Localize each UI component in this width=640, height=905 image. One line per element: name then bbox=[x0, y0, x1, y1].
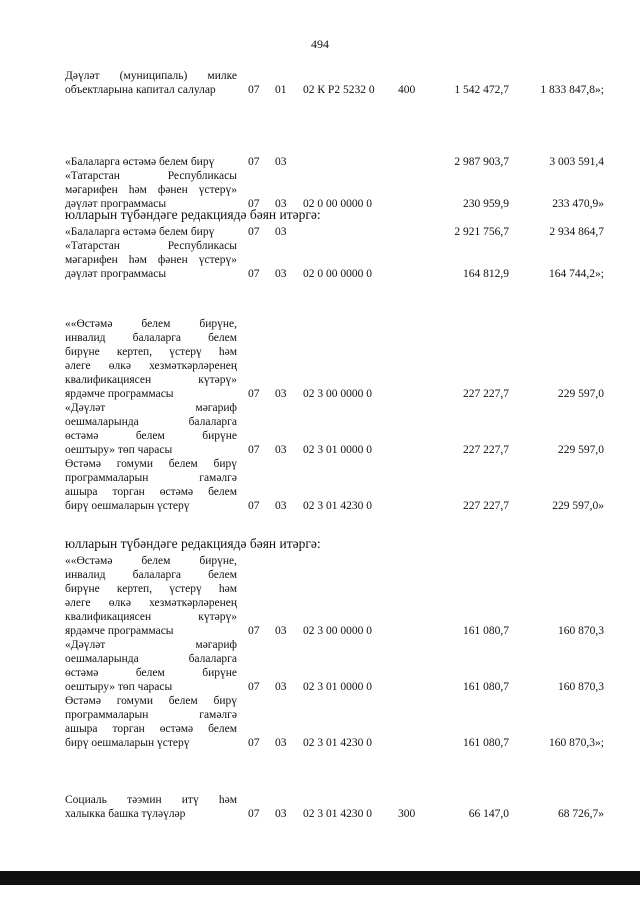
amount-year-1: 227 227,7 bbox=[463, 388, 509, 400]
amount-year-2: 229 597,0» bbox=[552, 500, 604, 512]
description-line: «Балаларга өстәмә белем бирү bbox=[65, 156, 215, 168]
amount-year-1: 230 959,9 bbox=[463, 198, 509, 210]
description-line: Дәүләт (муниципаль) милке bbox=[65, 70, 237, 82]
amount-year-2: 229 597,0 bbox=[558, 444, 604, 456]
description-line: дәүләт программасы bbox=[65, 198, 167, 210]
amount-year-1: 161 080,7 bbox=[463, 625, 509, 637]
section-code: 07 bbox=[248, 737, 260, 749]
description-line: квалификациясен күтәрү» bbox=[65, 374, 237, 386]
description-line: «Балаларга өстәмә белем бирү bbox=[65, 226, 215, 238]
amount-year-1: 2 987 903,7 bbox=[454, 156, 509, 168]
section-heading: юлларын түбәндәге редакциядә бәян итәргә: bbox=[65, 207, 321, 222]
amount-year-1: 227 227,7 bbox=[463, 444, 509, 456]
amount-year-2: 160 870,3»; bbox=[549, 737, 604, 749]
description-line: мәгарифен һәм фәнен үстерү» bbox=[65, 254, 237, 266]
description-line: оешмаларында балаларга bbox=[65, 416, 237, 428]
target-article-code: 02 3 01 4230 0 bbox=[303, 737, 372, 749]
amount-year-1: 2 921 756,7 bbox=[454, 226, 509, 238]
description-line: оештыру» төп чарасы bbox=[65, 444, 173, 456]
amount-year-1: 66 147,0 bbox=[468, 808, 509, 820]
scan-edge-bar bbox=[0, 871, 640, 885]
amount-year-2: 229 597,0 bbox=[558, 388, 604, 400]
description-line: өстәмә белем бирүне bbox=[65, 667, 237, 679]
entry-description bbox=[65, 69, 237, 97]
subsection-code: 03 bbox=[275, 625, 287, 637]
target-article-code: 02 3 01 0000 0 bbox=[303, 681, 372, 693]
description-line: ашыра торган өстәмә белем bbox=[65, 723, 237, 735]
expense-type-code: 300 bbox=[398, 808, 416, 820]
description-line: инвалид балаларга белем bbox=[65, 332, 237, 344]
entry-description bbox=[65, 638, 237, 694]
amount-year-2: 160 870,3 bbox=[558, 681, 604, 693]
section-code: 07 bbox=[248, 388, 260, 400]
expense-type-code: 400 bbox=[398, 84, 416, 96]
section-code: 07 bbox=[248, 808, 260, 820]
subsection-code: 03 bbox=[275, 500, 287, 512]
description-line: инвалид балаларга белем bbox=[65, 569, 237, 581]
section-heading: юлларын түбәндәге редакциядә бәян итәргә: bbox=[65, 536, 321, 551]
description-line: ««Өстәмә белем бирүне, bbox=[65, 318, 237, 330]
description-line: «Дәүләт мәгариф bbox=[65, 639, 237, 651]
entry-description bbox=[65, 793, 237, 821]
description-line: оештыру» төп чарасы bbox=[65, 681, 173, 693]
entry-description bbox=[65, 169, 237, 211]
description-line: ««Өстәмә белем бирүне, bbox=[65, 555, 237, 567]
target-article-code: 02 3 01 4230 0 bbox=[303, 808, 372, 820]
amount-year-1: 161 080,7 bbox=[463, 737, 509, 749]
amount-year-2: 160 870,3 bbox=[558, 625, 604, 637]
description-line: ярдәмче программасы bbox=[65, 388, 174, 400]
description-line: әлеге өлкә хезмәткәрләренең bbox=[65, 360, 237, 372]
section-code: 07 bbox=[248, 625, 260, 637]
subsection-code: 03 bbox=[275, 808, 287, 820]
section-code: 07 bbox=[248, 268, 260, 280]
description-line: Өстәмә гомуми белем бирү bbox=[65, 458, 237, 470]
subsection-code: 01 bbox=[275, 84, 287, 96]
description-line: ярдәмче программасы bbox=[65, 625, 174, 637]
subsection-code: 03 bbox=[275, 226, 287, 238]
entry-description bbox=[65, 457, 237, 513]
target-article-code: 02 К Р2 5232 0 bbox=[303, 84, 375, 96]
description-line: «Дәүләт мәгариф bbox=[65, 402, 237, 414]
description-line: квалификациясен күтәрү» bbox=[65, 611, 237, 623]
description-line: бирүне кертеп, үстерү һәм bbox=[65, 346, 237, 358]
description-line: «Татарстан Республикасы bbox=[65, 240, 237, 252]
entry-description bbox=[65, 401, 237, 457]
description-line: дәүләт программасы bbox=[65, 268, 167, 280]
entry-description bbox=[65, 694, 237, 750]
section-code: 07 bbox=[248, 226, 260, 238]
description-line: оешмаларында балаларга bbox=[65, 653, 237, 665]
description-line: өстәмә белем бирүне bbox=[65, 430, 237, 442]
description-line: «Татарстан Республикасы bbox=[65, 170, 237, 182]
amount-year-2: 164 744,2»; bbox=[549, 268, 604, 280]
page-number: 494 bbox=[311, 37, 329, 51]
amount-year-2: 1 833 847,8»; bbox=[540, 84, 604, 96]
description-line: бирүне кертеп, үстерү һәм bbox=[65, 583, 237, 595]
section-code: 07 bbox=[248, 681, 260, 693]
entry-description bbox=[65, 317, 237, 401]
description-line: әлеге өлкә хезмәткәрләренең bbox=[65, 597, 237, 609]
section-code: 07 bbox=[248, 500, 260, 512]
amount-year-2: 2 934 864,7 bbox=[549, 226, 604, 238]
amount-year-1: 1 542 472,7 bbox=[454, 84, 509, 96]
target-article-code: 02 3 00 0000 0 bbox=[303, 625, 372, 637]
entry-description bbox=[65, 554, 237, 638]
subsection-code: 03 bbox=[275, 388, 287, 400]
description-line: объектларына капитал салулар bbox=[65, 84, 216, 96]
description-line: Социаль тәэмин итү һәм bbox=[65, 794, 237, 806]
description-line: мәгарифен һәм фәнен үстерү» bbox=[65, 184, 237, 196]
section-code: 07 bbox=[248, 84, 260, 96]
description-line: ашыра торган өстәмә белем bbox=[65, 486, 237, 498]
description-line: халыкка башка түләүләр bbox=[65, 808, 186, 820]
target-article-code: 02 0 00 0000 0 bbox=[303, 198, 372, 210]
description-line: бирү оешмаларын үстерү bbox=[65, 737, 190, 749]
target-article-code: 02 0 00 0000 0 bbox=[303, 268, 372, 280]
target-article-code: 02 3 01 4230 0 bbox=[303, 500, 372, 512]
description-line: бирү оешмаларын үстерү bbox=[65, 500, 190, 512]
amount-year-1: 161 080,7 bbox=[463, 681, 509, 693]
description-line: программаларын гамәлгә bbox=[65, 709, 237, 721]
amount-year-2: 3 003 591,4 bbox=[549, 156, 604, 168]
subsection-code: 03 bbox=[275, 268, 287, 280]
entry-description bbox=[65, 239, 237, 281]
amount-year-1: 227 227,7 bbox=[463, 500, 509, 512]
entry-description bbox=[65, 225, 237, 239]
entry-description bbox=[65, 155, 237, 169]
section-code: 07 bbox=[248, 156, 260, 168]
target-article-code: 02 3 01 0000 0 bbox=[303, 444, 372, 456]
subsection-code: 03 bbox=[275, 156, 287, 168]
subsection-code: 03 bbox=[275, 198, 287, 210]
description-line: Өстәмә гомуми белем бирү bbox=[65, 695, 237, 707]
subsection-code: 03 bbox=[275, 681, 287, 693]
section-code: 07 bbox=[248, 198, 260, 210]
subsection-code: 03 bbox=[275, 444, 287, 456]
description-line: программаларын гамәлгә bbox=[65, 472, 237, 484]
amount-year-2: 68 726,7» bbox=[558, 808, 604, 820]
amount-year-2: 233 470,9» bbox=[552, 198, 604, 210]
amount-year-1: 164 812,9 bbox=[463, 268, 509, 280]
subsection-code: 03 bbox=[275, 737, 287, 749]
target-article-code: 02 3 00 0000 0 bbox=[303, 388, 372, 400]
section-code: 07 bbox=[248, 444, 260, 456]
